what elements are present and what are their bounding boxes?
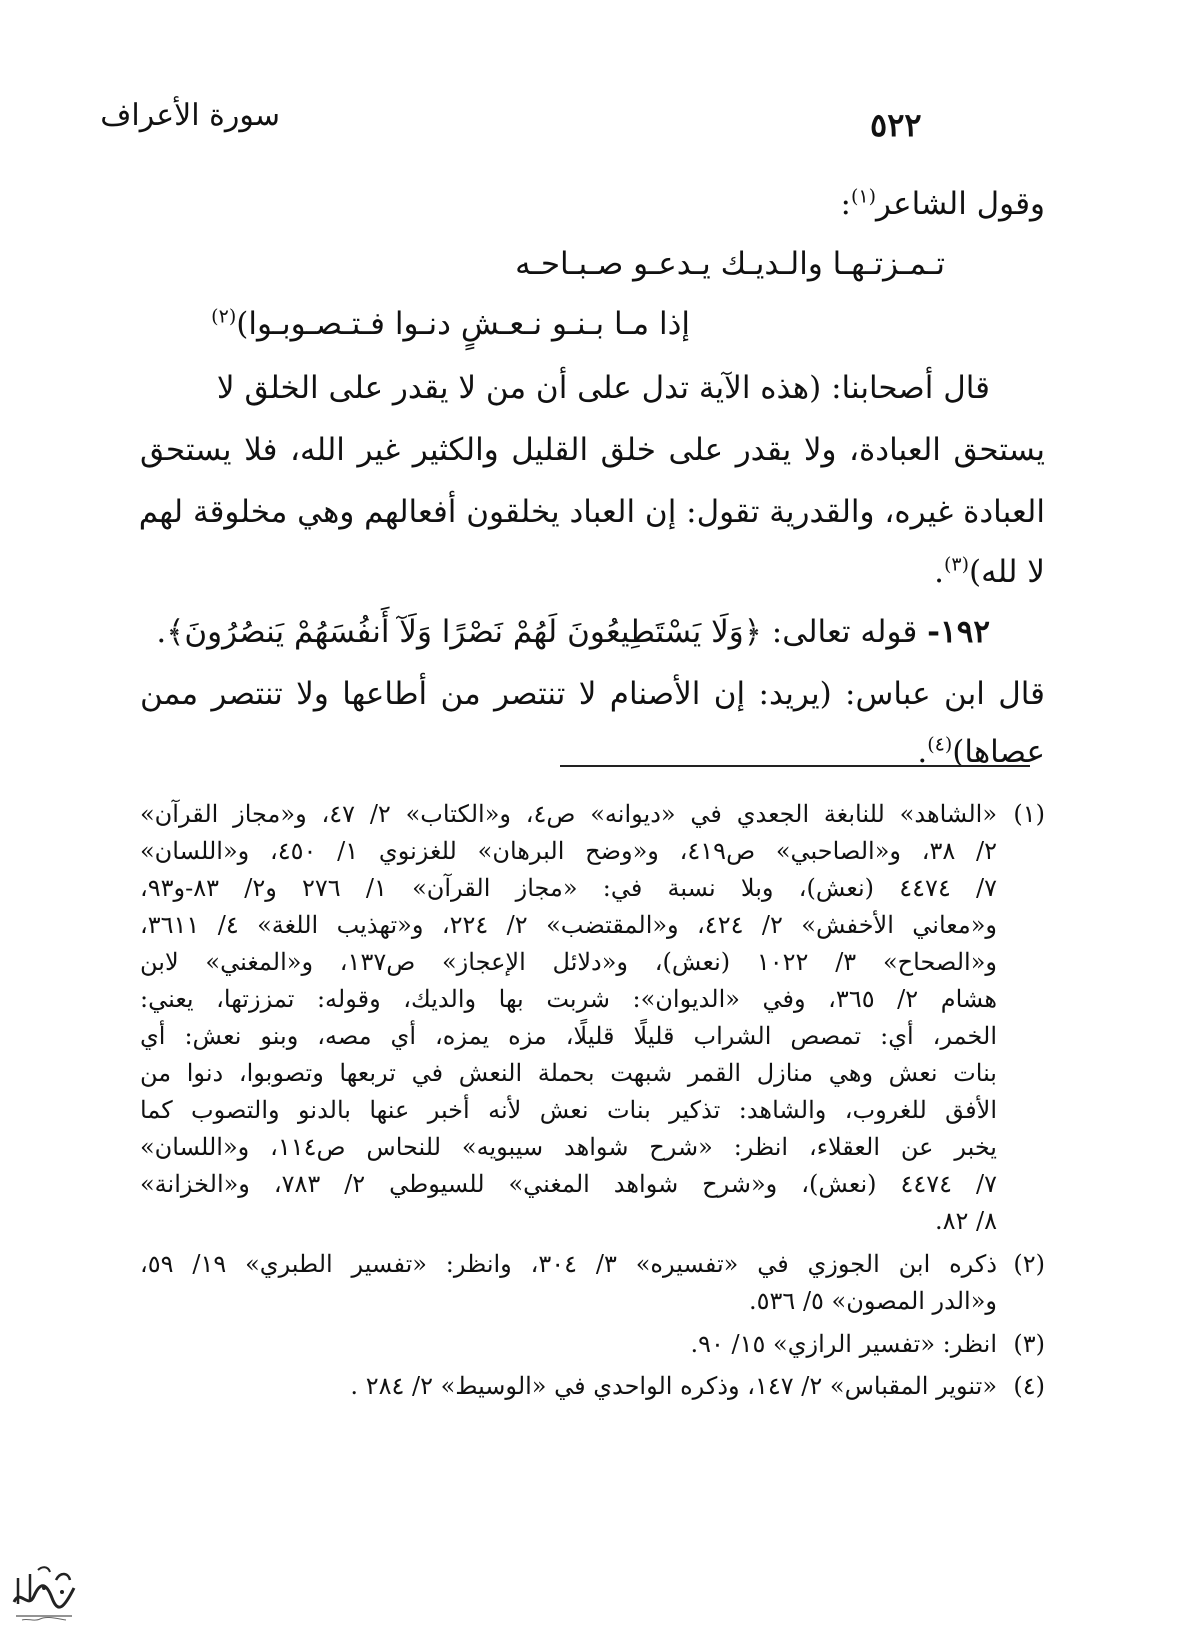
footnote-1-line: ٢/ ٣٨، و«الصاحبي» ص٤١٩، و«وضح البرهان» للغزنوي ١/ ٤٥٠، و«اللسان» <box>140 837 998 865</box>
footnote-separator <box>560 765 1030 767</box>
footnote-3-number: (٣) <box>1013 1330 1045 1358</box>
verse-number: ١٩٢- <box>927 614 990 650</box>
poem-verse-2-text: إذا مـا بـنـو نـعـشٍ دنـوا فـتـصـوبـوا) <box>236 306 690 342</box>
paragraph-1-line-1: قال أصحابنا: (هذه الآية تدل على أن من لا يقدر على الخلق لا <box>216 370 990 406</box>
footnote-2-line: و«الدر المصون» ٥/ ٥٣٦. <box>749 1287 997 1315</box>
verse-intro: قوله تعالى: <box>771 614 918 650</box>
surah-title: سورة الأعراف <box>100 98 280 133</box>
poet-intro-colon: : <box>840 186 851 222</box>
poem-verse-1: تـمـزتـهـا والـديـك يـدعـو صـبـاحـه <box>515 246 945 282</box>
footnote-2-number: (٢) <box>1013 1250 1045 1278</box>
quran-text: ﴿وَلَا يَسْتَطِيعُونَ لَهُمْ نَصْرًا وَلَآ أَنفُسَهُمْ يَنصُرُونَ﴾ <box>166 614 762 650</box>
footnote-2-line: ذكره ابن الجوزي في «تفسيره» ٣/ ٣٠٤، وانظر: «تفسير الطبري» ١٩/ ٥٩، <box>140 1250 998 1278</box>
footnote-1-line: و«معاني الأخفش» ٢/ ٤٢٤، و«المقتضب» ٢/ ٢٢٤، و«تهذيب اللغة» ٤/ ٣٦١١، <box>140 911 997 939</box>
footnote-ref-1: (١) <box>850 185 877 208</box>
footnote-4-number: (٤) <box>1013 1372 1045 1400</box>
footnote-1-line: ٧/ ٤٤٧٤ (نعش)، وبلا نسبة في: «مجاز القرآن» ١/ ٢٧٦ و٢/ ٨٣-و٩٣، <box>140 874 998 902</box>
footnote-1-line: «الشاهد» للنابغة الجعدي في «ديوانه» ص٤، و«الكتاب» ٢/ ٤٧، و«مجاز القرآن» <box>140 800 998 828</box>
footnote-1-line: يخبر عن العقلاء، انظر: «شرح شواهد سيبويه» للنحاس ص١١٤، و«اللسان» <box>140 1133 997 1161</box>
paragraph-2-line-2-end: . <box>917 734 928 770</box>
footnote-1-line: ٧/ ٤٤٧٤ (نعش)، و«شرح شواهد المغني» للسيوطي ٢/ ٧٨٣، و«الخزانة» <box>140 1170 997 1198</box>
footnote-1-line: بنات نعش وهي منازل القمر شبهت بحملة النعش في تربعها وتصوبوا، دنوا من <box>140 1059 997 1087</box>
footnote-1-line: الخمر، أي: تمصص الشراب قليلًا قليلًا، مزه يمزه، أي مصه، وبنو نعش: أي <box>140 1022 997 1050</box>
paragraph-1-line-4-text: لا لله) <box>969 554 1045 590</box>
paragraph-2-line-2-text: عصاها) <box>952 734 1045 770</box>
poem-verse-2 <box>211 306 690 342</box>
paragraph-1-line-4-end: . <box>934 554 944 590</box>
poet-intro-line <box>841 186 1045 222</box>
paragraph-2-line-1: قال ابن عباس: (يريد: إن الأصنام لا تنتصر من أطاعها ولا تنتصر ممن <box>140 676 1045 712</box>
footnote-4-text: «تنوير المقباس» ٢/ ١٤٧، وذكره الواحدي في «الوسيط» ٢/ ٢٨٤ . <box>350 1372 997 1400</box>
footnote-1-line: هشام ٢/ ٣٦٥، وفي «الديوان»: شربت بها والديك، وقوله: تمززتها، يعني: <box>140 985 997 1013</box>
footnote-ref-3: (٣) <box>943 553 970 576</box>
page-number: ٥٢٢ <box>870 106 922 144</box>
verse-192-line <box>156 614 990 650</box>
paragraph-1-line-3: العبادة غيره، والقدرية تقول: إن العباد يخلقون أفعالهم وهي مخلوقة لهم <box>138 494 1045 530</box>
footnote-1-line: الأفق للغروب، والشاهد: تذكير بنات نعش لأنه أخبر عنها بالدنو والتصوب كما <box>140 1096 997 1124</box>
quran-end: . <box>156 614 167 650</box>
paragraph-1-line-4 <box>934 554 1045 590</box>
publisher-logo <box>8 1558 80 1626</box>
paragraph-1-line-2: يستحق العبادة، ولا يقدر على خلق القليل والكثير غير الله، فلا يستحق <box>140 432 1045 468</box>
poet-intro-text: وقول الشاعر <box>876 186 1045 222</box>
footnote-ref-4: (٤) <box>927 733 953 756</box>
footnote-3-text: انظر: «تفسير الرازي» ١٥/ ٩٠. <box>690 1330 997 1358</box>
footnote-1-number: (١) <box>1013 800 1045 828</box>
footnote-1-line: ٨/ ٨٢. <box>934 1207 997 1235</box>
footnote-1-line: و«الصحاح» ٣/ ١٠٢٢ (نعش)، و«دلائل الإعجاز» ص١٣٧، و«المغني» لابن <box>140 948 997 976</box>
footnote-ref-2: (٢) <box>211 305 237 328</box>
